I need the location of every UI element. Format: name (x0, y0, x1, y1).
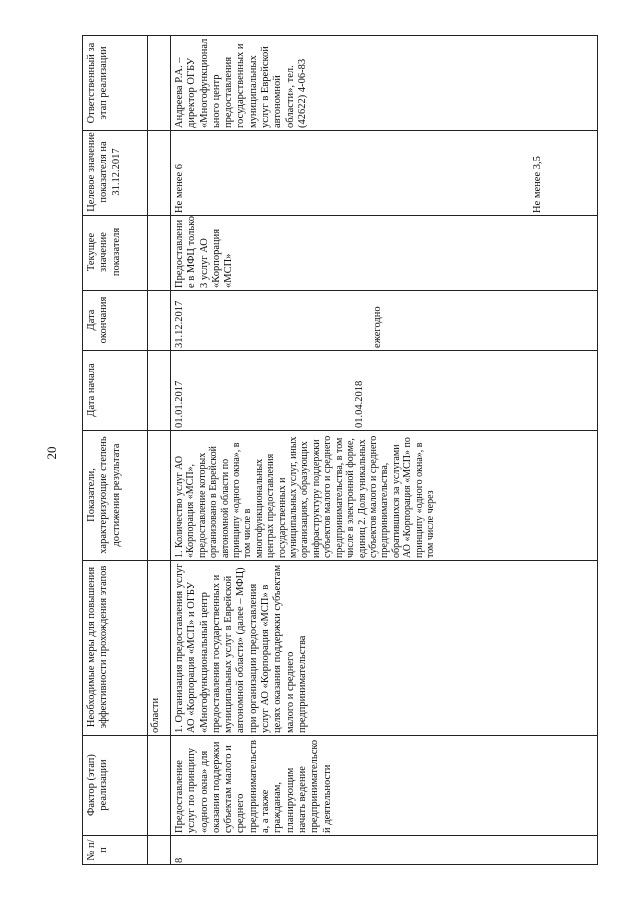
grid-col-line (82, 130, 598, 131)
grid-col-line (82, 835, 598, 836)
cell-target-2: Не менее 3,5 (532, 156, 543, 213)
cell-indicator (174, 432, 436, 558)
grid-col-line (82, 350, 598, 351)
grid-border (597, 35, 598, 865)
grid-row-line (147, 35, 148, 865)
cell-end-2: ежегодно (372, 306, 383, 348)
hdr-start: Дата начала (86, 363, 97, 417)
hdr-factor: Фактор (этап) реализации (86, 754, 110, 816)
cell-responsible: Андреева Р.А. – директор ОГБУ «Многофункционального центр предоставления государственных и муниципальных услуг в Еврейской автономной области», тел. (42622) 4-06-83 (174, 38, 308, 128)
grid-col-line (82, 430, 598, 431)
grid-border (82, 35, 83, 865)
page-number: 20 (44, 446, 59, 460)
grid-col-line (82, 290, 598, 291)
hdr-responsible: Ответственный за этап реализации (86, 42, 110, 124)
grid-border (82, 864, 598, 865)
hdr-end: Дата окончания (86, 296, 110, 344)
cell-factor: Предоставление услуг по принципу «одного окна» для оказания поддержки субъектам малого и среднего предпринимательства, а также гражданам, планирующим начать ведение предпринимательской деятельности (174, 739, 333, 833)
hdr-num: № п/п (86, 839, 110, 861)
grid-border (82, 35, 598, 36)
cell-end-1: 31.12.2017 (174, 300, 185, 348)
cell-num: 8 (174, 857, 185, 863)
cell-indicator-1: 1. Количество услуг АО «Корпорация «МСП», предоставление которых организовано в Еврейской автономной области по принципу «одного окна», в том числе в многофункциональных центрах предоставления государственных и муниципальных услуг, иных организациях, образующих инфраструктуру поддержки субъектов малого и среднего предпринимательства, в том числе в электронной форме, единиц (174, 435, 368, 558)
hdr-measures: Необходимые меры для повышения эффективности прохождения этапов (86, 565, 110, 729)
cell-current-1: Предоставление в МФЦ только 3 услуг АО «Корпорация «МСП» (174, 216, 235, 288)
cont-measures: области (150, 697, 161, 733)
hdr-indicator: Показатели, характеризующие степень достижения результата (86, 436, 122, 554)
cell-indicator-2: 2. Доля уникальных субъектов малого и среднего предпринимательства, обратившихся за услугами АО «Корпорация «МСП» по принципу «одного окна», в том числе через (356, 435, 436, 558)
grid-col-line (82, 735, 598, 736)
grid-col-line (82, 215, 598, 216)
cell-measures: 1. Организация предоставления услуг АО «Корпорация «МСП» и ОГБУ «Многофункциональный центр предоставления государственных и муниципальных услуг в Еврейской автономной области» (далее – МФЦ) при организации предоставления услуг АО «Корпорация «МСП» в целях оказания поддержки субъектам малого и среднего предпринимательства (174, 563, 308, 733)
grid-row-line (170, 35, 171, 865)
cell-start-1: 01.01.2017 (174, 380, 185, 428)
document-table (82, 35, 598, 865)
cell-start-2: 01.04.2018 (354, 380, 365, 428)
hdr-target: Целевое значение показателя на 31.12.2017 (86, 132, 122, 212)
cell-target-1: Не менее 6 (174, 164, 185, 213)
hdr-current: Текущее значение показателя (86, 227, 122, 277)
